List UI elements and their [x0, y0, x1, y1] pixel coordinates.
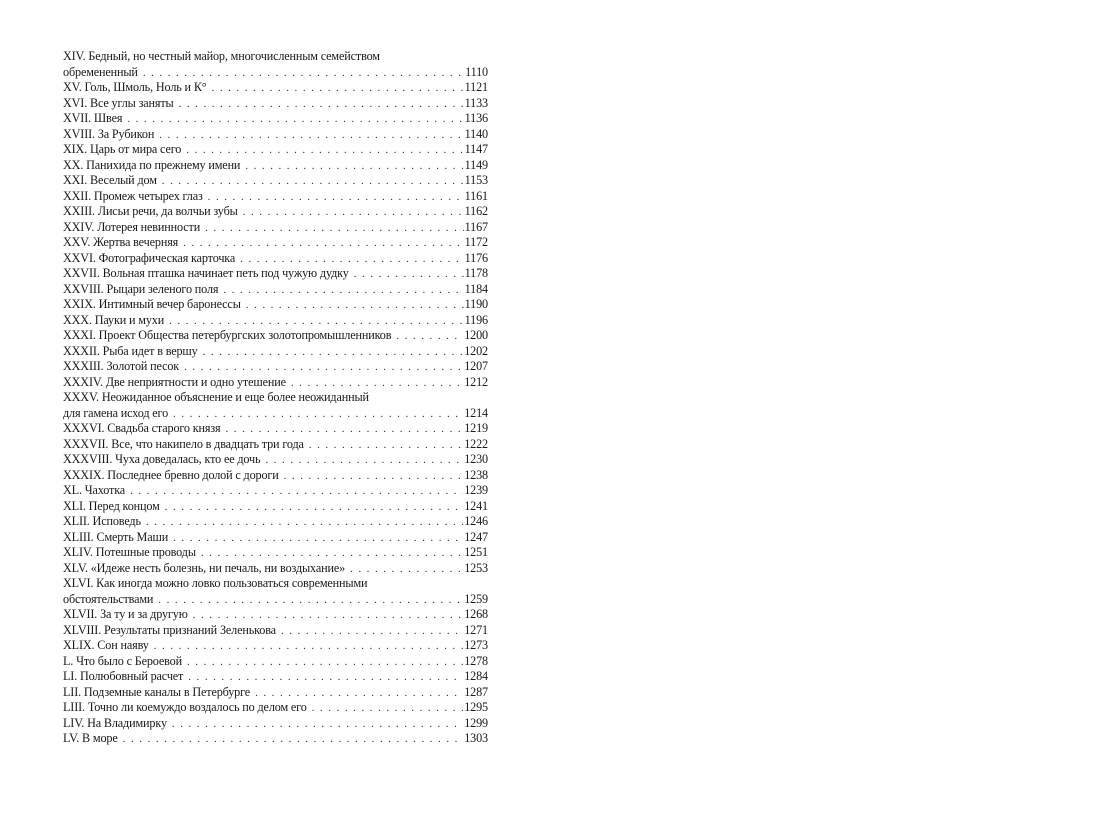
toc-entry-line [63, 328, 488, 344]
toc-entry [63, 344, 488, 360]
toc-entry [63, 282, 488, 298]
toc-entry-title: XX. Панихида по прежнему имени [63, 157, 241, 172]
toc-entry [63, 96, 488, 112]
toc-entry-line [63, 142, 488, 158]
dot-leader [223, 283, 463, 299]
toc-entry [63, 483, 488, 499]
toc-entry-page-number: 1259 [464, 591, 488, 606]
toc-entry-title: XXXIV. Две неприятности и одно утешение [63, 374, 286, 389]
dot-leader [201, 546, 463, 562]
toc-entry-title: XXVII. Вольная пташка начинает петь под чужую дудку [63, 266, 349, 280]
toc-entry-line [63, 530, 488, 546]
toc-entry-title: XXI. Веселый дом [63, 173, 157, 187]
dot-leader [159, 128, 463, 144]
toc-entry-title: XXXVII. Все, что накипело в двадцать три года [63, 436, 304, 451]
toc-entry-page-number: 1287 [464, 684, 488, 699]
toc-entry [63, 514, 488, 530]
toc-entry-page-number: 1149 [464, 157, 488, 172]
dot-leader [154, 639, 464, 655]
toc-entry [63, 669, 488, 685]
toc-entry [63, 561, 488, 577]
toc-entry-title: XXXVI. Свадьба старого князя [63, 421, 221, 435]
toc-entry-page-number: 1230 [464, 452, 488, 466]
dot-leader [169, 314, 464, 330]
toc-entry-title: XXII. Промеж четырех глаз [63, 188, 203, 203]
toc-entry-line [63, 375, 488, 391]
toc-entry [63, 375, 488, 391]
toc-entry-title: обстоятельствами [63, 591, 154, 606]
toc-entry-line [63, 251, 488, 267]
toc-entry [63, 266, 488, 282]
toc-entry-line [63, 437, 488, 453]
toc-entry-line [63, 499, 488, 515]
toc-entry [63, 623, 488, 639]
toc-entry-line [63, 607, 488, 623]
dot-leader [255, 686, 463, 702]
toc-entry [63, 173, 488, 189]
toc-entry-line [63, 220, 488, 236]
toc-entry-title: XV. Голь, Шмоль, Ноль и К° [63, 80, 207, 94]
toc-entry-title: XXIII. Лисьи речи, да волчьи зубы [63, 204, 238, 218]
toc-entry-line [63, 716, 488, 732]
toc-entry-line [63, 359, 488, 375]
toc-entry-page-number: 1212 [464, 374, 488, 389]
toc-entry [63, 638, 488, 654]
toc-entry-title: XLVIII. Результаты признаний Зеленькова [63, 622, 276, 637]
toc-entry-title: XXVI. Фотографическая карточка [63, 250, 236, 265]
dot-leader [143, 66, 464, 82]
dot-leader [291, 376, 463, 392]
dot-leader [309, 438, 463, 454]
toc-entry [63, 235, 488, 251]
dot-leader [173, 407, 463, 423]
toc-entry-title: XXXIX. Последнее бревно долой с дороги [63, 467, 279, 482]
toc-entry-line [63, 421, 488, 437]
toc-entry-line [63, 654, 488, 670]
toc-entry-page-number: 1121 [464, 80, 488, 94]
toc-entry [63, 142, 488, 158]
toc-entry-line [63, 96, 488, 112]
toc-entry-title: для гамена исход его [63, 405, 169, 420]
dot-leader [246, 298, 464, 314]
toc-entry-page-number: 1273 [464, 638, 488, 652]
toc-entry-title: XXVIII. Рыцари зеленого поля [63, 281, 219, 296]
toc-entry-page-number: 1246 [464, 514, 488, 528]
toc-entry-page-number: 1200 [464, 328, 488, 342]
dot-leader [184, 360, 463, 376]
toc-entry-page-number: 1184 [464, 281, 488, 296]
dot-leader [205, 221, 464, 237]
toc-entry [63, 127, 488, 143]
toc-entry [63, 499, 488, 515]
toc-entry-title: XIX. Царь от мира сего [63, 142, 182, 156]
toc-entry-line [63, 545, 488, 561]
toc-entry-title-part: XIV. Бедный, но честный майор, многочисленным семейством [63, 49, 380, 63]
dot-leader [146, 515, 463, 531]
toc-entry [63, 251, 488, 267]
toc-entry-page-number: 1196 [464, 312, 488, 327]
dot-leader [158, 593, 463, 609]
toc-entry-title: XXIV. Лотерея невинности [63, 219, 201, 234]
dot-leader [226, 422, 464, 438]
toc-entry [63, 297, 488, 313]
toc-entry-title-part: XLVI. Как иногда можно ловко пользоваться современными [63, 576, 368, 590]
toc-entry [63, 576, 488, 607]
toc-entry-line [63, 282, 488, 298]
toc-entry [63, 328, 488, 344]
toc-entry [63, 654, 488, 670]
dot-leader [162, 174, 464, 190]
toc-entry-line [63, 80, 488, 96]
toc-entry [63, 359, 488, 375]
toc-entry-title: XLVII. За ту и за другую [63, 607, 188, 621]
toc-entry-page-number: 1147 [464, 142, 488, 156]
toc-entry-title: XXXVIII. Чуха доведалась, кто ее дочь [63, 452, 261, 466]
toc-entry [63, 80, 488, 96]
dot-leader [208, 190, 464, 206]
toc-entry-line [63, 297, 488, 313]
toc-entry-line [63, 65, 488, 81]
toc-entry-page-number: 1295 [464, 700, 488, 714]
toc-entry-title: XLIII. Смерть Маши [63, 529, 169, 544]
toc-entry-page-number: 1161 [464, 188, 488, 203]
toc-entry-page-number: 1153 [464, 173, 488, 187]
toc-entry-title: XXXIII. Золотой песок [63, 359, 180, 373]
toc-entry-line [63, 111, 488, 127]
toc-entry-title: XLII. Исповедь [63, 514, 141, 528]
toc-entry-line [63, 344, 488, 360]
dot-leader [396, 329, 463, 345]
toc-entry-title: обремененный [63, 64, 138, 79]
toc-entry-line [63, 127, 488, 143]
dot-leader [179, 97, 464, 113]
toc-entry-line [63, 731, 488, 747]
toc-entry-line [63, 669, 488, 685]
dot-leader [187, 655, 463, 671]
dot-leader [350, 562, 463, 578]
dot-leader [123, 732, 464, 748]
dot-leader [188, 670, 463, 686]
toc-entry-title: LV. В море [63, 731, 118, 745]
toc-entry-title: XXXII. Рыба идет в вершу [63, 343, 198, 358]
toc-entry-title: XLIV. Потешные проводы [63, 545, 196, 559]
dot-leader [281, 624, 463, 640]
toc-entry-title: XLIX. Сон наяву [63, 638, 149, 652]
toc-entry-line [63, 514, 488, 530]
toc-entry-line [63, 313, 488, 329]
toc-entry-title-first-line [63, 576, 488, 592]
toc-entry-title: XXX. Пауки и мухи [63, 312, 165, 327]
toc-entry-page-number: 1133 [464, 95, 488, 110]
dot-leader [173, 531, 463, 547]
toc-entry-title: LI. Полюбовный расчет [63, 669, 184, 683]
toc-entry [63, 220, 488, 236]
toc-entry-title: L. Что было с Бероевой [63, 653, 182, 668]
toc-entry-line [63, 235, 488, 251]
toc-entry-line [63, 685, 488, 701]
toc-entry-page-number: 1253 [464, 560, 488, 575]
toc-entry-page-number: 1136 [464, 111, 488, 125]
toc-entry-line [63, 158, 488, 174]
toc-entry-page-number: 1140 [464, 126, 488, 141]
dot-leader [284, 469, 464, 485]
dot-leader [172, 717, 463, 733]
toc-entry-page-number: 1190 [464, 297, 488, 311]
toc-entry-title: XVII. Швея [63, 111, 123, 125]
toc-entry-line [63, 173, 488, 189]
dot-leader [212, 81, 464, 97]
toc-entry-title: XLI. Перед концом [63, 498, 160, 513]
dot-leader [243, 205, 464, 221]
table-of-contents [63, 49, 488, 747]
toc-entry-page-number: 1247 [464, 529, 488, 544]
toc-entry [63, 716, 488, 732]
toc-entry-line [63, 189, 488, 205]
toc-entry-line [63, 468, 488, 484]
toc-entry-line [63, 483, 488, 499]
toc-entry-page-number: 1172 [464, 235, 488, 249]
dot-leader [312, 701, 464, 717]
toc-entry-page-number: 1284 [464, 669, 488, 683]
toc-entry-line [63, 700, 488, 716]
toc-entry-page-number: 1278 [464, 653, 488, 668]
toc-entry-title: LIV. На Владимирку [63, 715, 167, 730]
toc-entry [63, 390, 488, 421]
toc-entry-page-number: 1214 [464, 405, 488, 420]
toc-entry-title: XLV. «Идеже несть болезнь, ни печаль, ни воздыхание» [63, 560, 346, 575]
toc-entry [63, 530, 488, 546]
toc-entry [63, 731, 488, 747]
toc-entry-title-first-line [63, 49, 488, 65]
toc-entry-page-number: 1219 [464, 421, 488, 435]
toc-entry-page-number: 1268 [464, 607, 488, 621]
toc-entry-page-number: 1202 [464, 343, 488, 358]
toc-entry [63, 685, 488, 701]
toc-entry [63, 49, 488, 80]
toc-entry-page-number: 1222 [464, 436, 488, 451]
toc-entry-line [63, 452, 488, 468]
toc-entry [63, 545, 488, 561]
dot-leader [193, 608, 464, 624]
toc-entry-line [63, 266, 488, 282]
toc-entry-title-first-line [63, 390, 488, 406]
toc-entry [63, 204, 488, 220]
toc-entry [63, 700, 488, 716]
toc-entry-title: XL. Чахотка [63, 483, 126, 497]
toc-entry-title: XVIII. За Рубикон [63, 126, 155, 141]
toc-entry-title-part: XXXV. Неожиданное объяснение и еще более неожиданный [63, 390, 369, 404]
dot-leader [186, 143, 463, 159]
toc-entry-page-number: 1178 [464, 266, 488, 280]
toc-entry-title: XVI. Все углы заняты [63, 95, 174, 110]
toc-entry-page-number: 1176 [464, 250, 488, 265]
toc-entry [63, 468, 488, 484]
toc-entry-title: XXIX. Интимный вечер баронессы [63, 297, 241, 311]
toc-entry-title: LIII. Точно ли коемуждо воздалось по делом его [63, 700, 307, 714]
dot-leader [354, 267, 464, 283]
toc-entry-page-number: 1110 [465, 64, 488, 79]
toc-entry [63, 452, 488, 468]
toc-entry [63, 421, 488, 437]
toc-entry-page-number: 1207 [464, 359, 488, 373]
dot-leader [265, 453, 463, 469]
toc-entry [63, 158, 488, 174]
toc-entry [63, 313, 488, 329]
toc-entry-line [63, 561, 488, 577]
toc-entry-line [63, 406, 488, 422]
dot-leader [245, 159, 463, 175]
toc-entry [63, 111, 488, 127]
dot-leader [240, 252, 464, 268]
dot-leader [165, 500, 464, 516]
toc-entry-line [63, 592, 488, 608]
toc-entry-page-number: 1239 [464, 483, 488, 497]
toc-entry-line [63, 623, 488, 639]
dot-leader [130, 484, 463, 500]
toc-entry-title: XXXI. Проект Общества петербургских золотопромышленников [63, 328, 392, 342]
toc-entry-line [63, 204, 488, 220]
dot-leader [127, 112, 463, 128]
toc-entry-title: XXV. Жертва вечерняя [63, 235, 179, 249]
toc-entry [63, 437, 488, 453]
toc-entry [63, 607, 488, 623]
toc-entry-page-number: 1303 [464, 731, 488, 745]
toc-entry-page-number: 1241 [464, 498, 488, 513]
toc-entry-page-number: 1162 [464, 204, 488, 218]
dot-leader [203, 345, 464, 361]
toc-entry [63, 189, 488, 205]
toc-entry-page-number: 1251 [464, 545, 488, 559]
toc-entry-page-number: 1238 [464, 467, 488, 482]
dot-leader [183, 236, 464, 252]
toc-entry-title: LII. Подземные каналы в Петербурге [63, 684, 251, 699]
toc-entry-page-number: 1299 [464, 715, 488, 730]
toc-entry-page-number: 1271 [464, 622, 488, 637]
toc-entry-page-number: 1167 [464, 219, 488, 234]
toc-entry-line [63, 638, 488, 654]
